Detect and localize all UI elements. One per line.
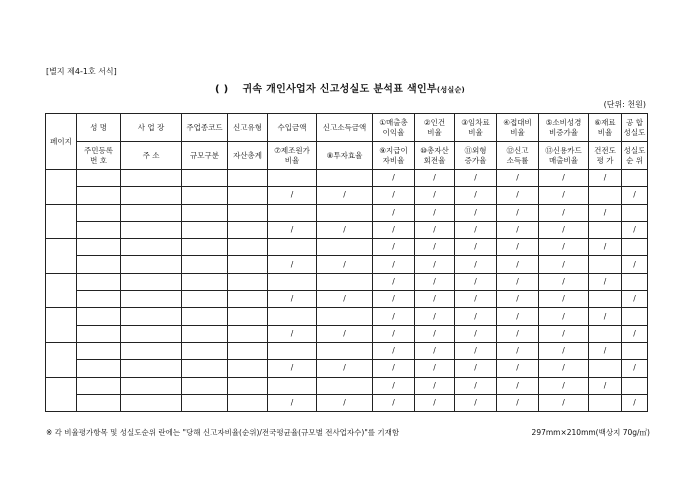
data-cell[interactable]: [77, 325, 121, 342]
data-cell[interactable]: [77, 170, 121, 187]
ratio-cell[interactable]: /: [373, 221, 415, 238]
table-row: [46, 291, 648, 308]
data-cell[interactable]: [228, 342, 268, 359]
header-row-2: [46, 142, 648, 170]
ratio-cell[interactable]: /: [497, 291, 539, 308]
data-cell[interactable]: [121, 308, 182, 325]
data-cell[interactable]: [317, 239, 373, 256]
data-cell[interactable]: [228, 377, 268, 394]
data-cell[interactable]: [622, 204, 648, 221]
data-cell[interactable]: [268, 342, 317, 359]
data-cell[interactable]: [317, 170, 373, 187]
ratio-cell[interactable]: /: [497, 187, 539, 204]
ratio-cell[interactable]: /: [589, 308, 622, 325]
ratio-cell[interactable]: /: [497, 360, 539, 377]
header-cell: ⑫신고 소득률: [497, 142, 539, 170]
table-row: [46, 187, 648, 204]
ratio-cell[interactable]: /: [622, 221, 648, 238]
data-cell[interactable]: [121, 394, 182, 411]
ratio-cell[interactable]: /: [539, 170, 589, 187]
table-row: [46, 204, 648, 221]
data-cell[interactable]: [317, 204, 373, 221]
ratio-cell[interactable]: /: [317, 325, 373, 342]
ratio-cell[interactable]: /: [373, 170, 415, 187]
ratio-cell[interactable]: /: [268, 325, 317, 342]
data-cell[interactable]: [268, 273, 317, 290]
ratio-cell[interactable]: /: [455, 221, 497, 238]
page-column-header: 페이지: [46, 114, 77, 170]
data-cell[interactable]: [228, 221, 268, 238]
page-cell[interactable]: [46, 342, 77, 377]
footnote: ※ 각 비율평가항목 및 성실도순위 란에는 "당해 신고자비율(순위)/전국평균율(규모별 전사업자수)"를 기재함: [46, 428, 400, 437]
ratio-cell[interactable]: /: [622, 291, 648, 308]
header-cell: 주 소: [121, 142, 182, 170]
data-cell[interactable]: [182, 256, 228, 273]
data-cell[interactable]: [268, 239, 317, 256]
header-cell: 규모구분: [182, 142, 228, 170]
page-cell[interactable]: [46, 204, 77, 239]
ratio-cell[interactable]: /: [317, 394, 373, 411]
data-cell[interactable]: [317, 377, 373, 394]
data-cell[interactable]: [121, 187, 182, 204]
ratio-cell[interactable]: /: [415, 394, 455, 411]
data-cell[interactable]: [589, 256, 622, 273]
ratio-cell[interactable]: /: [415, 239, 455, 256]
header-cell: ⑪외형 증가율: [455, 142, 497, 170]
data-cell[interactable]: [182, 291, 228, 308]
ratio-cell[interactable]: /: [415, 342, 455, 359]
ratio-cell[interactable]: /: [455, 291, 497, 308]
ratio-cell[interactable]: /: [539, 273, 589, 290]
ratio-cell[interactable]: /: [539, 342, 589, 359]
ratio-cell[interactable]: /: [415, 256, 455, 273]
data-cell[interactable]: [121, 239, 182, 256]
data-cell[interactable]: [121, 204, 182, 221]
ratio-cell[interactable]: /: [497, 170, 539, 187]
data-cell[interactable]: [622, 308, 648, 325]
page-cell[interactable]: [46, 308, 77, 343]
ratio-cell[interactable]: /: [455, 360, 497, 377]
header-cell: ⑧투자효율: [317, 142, 373, 170]
ratio-cell[interactable]: /: [415, 325, 455, 342]
header-cell: 성실도 순 위: [622, 142, 648, 170]
ratio-cell[interactable]: /: [373, 325, 415, 342]
data-cell[interactable]: [77, 204, 121, 221]
ratio-cell[interactable]: /: [622, 256, 648, 273]
title-main: 귀속 개인사업자 신고성실도 분석표 색인부: [242, 84, 437, 95]
ratio-cell[interactable]: /: [589, 342, 622, 359]
data-cell[interactable]: [77, 377, 121, 394]
data-cell[interactable]: [121, 273, 182, 290]
data-cell[interactable]: [77, 291, 121, 308]
data-cell[interactable]: [121, 342, 182, 359]
ratio-cell[interactable]: /: [622, 187, 648, 204]
ratio-cell[interactable]: /: [415, 377, 455, 394]
ratio-cell[interactable]: /: [317, 187, 373, 204]
ratio-cell[interactable]: /: [455, 170, 497, 187]
ratio-cell[interactable]: /: [539, 377, 589, 394]
data-cell[interactable]: [77, 221, 121, 238]
ratio-cell[interactable]: /: [415, 221, 455, 238]
ratio-cell[interactable]: /: [415, 204, 455, 221]
ratio-cell[interactable]: /: [539, 308, 589, 325]
ratio-cell[interactable]: /: [539, 221, 589, 238]
header-cell: ⑥재료 비율: [589, 114, 622, 142]
ratio-cell[interactable]: /: [539, 187, 589, 204]
data-cell[interactable]: [317, 342, 373, 359]
ratio-cell[interactable]: /: [268, 360, 317, 377]
table-row: [46, 342, 648, 359]
data-cell[interactable]: [228, 325, 268, 342]
data-cell[interactable]: [77, 239, 121, 256]
unit-label: (단위: 천원): [603, 100, 646, 109]
table-row: [46, 273, 648, 290]
header-cell: ⑤소비성경 비증가율: [539, 114, 589, 142]
ratio-cell[interactable]: /: [589, 377, 622, 394]
ratio-cell[interactable]: /: [455, 394, 497, 411]
data-cell[interactable]: [589, 221, 622, 238]
ratio-cell[interactable]: /: [455, 239, 497, 256]
data-cell[interactable]: [182, 187, 228, 204]
ratio-cell[interactable]: /: [622, 360, 648, 377]
ratio-cell[interactable]: /: [539, 204, 589, 221]
data-cell[interactable]: [182, 377, 228, 394]
data-cell[interactable]: [228, 394, 268, 411]
header-cell: 신고유형: [228, 114, 268, 142]
data-cell[interactable]: [589, 394, 622, 411]
table-row: [46, 256, 648, 273]
ratio-cell[interactable]: /: [455, 377, 497, 394]
data-cell[interactable]: [121, 256, 182, 273]
ratio-cell[interactable]: /: [455, 308, 497, 325]
table-row: [46, 239, 648, 256]
ratio-cell[interactable]: /: [539, 394, 589, 411]
data-cell[interactable]: [77, 308, 121, 325]
index-table: [45, 113, 648, 412]
ratio-cell[interactable]: /: [455, 256, 497, 273]
ratio-cell[interactable]: /: [539, 325, 589, 342]
data-cell[interactable]: [121, 170, 182, 187]
title-sub: (성실순): [436, 86, 466, 94]
header-row-1: [46, 114, 648, 142]
table-row: [46, 377, 648, 394]
data-cell[interactable]: [228, 187, 268, 204]
ratio-cell[interactable]: /: [317, 256, 373, 273]
ratio-cell[interactable]: /: [455, 187, 497, 204]
ratio-cell[interactable]: /: [373, 187, 415, 204]
ratio-cell[interactable]: /: [497, 239, 539, 256]
data-cell[interactable]: [268, 308, 317, 325]
header-cell: 성 명: [77, 114, 121, 142]
form-label: [별지 제4-1호 서식]: [46, 67, 117, 76]
ratio-cell[interactable]: /: [415, 291, 455, 308]
ratio-cell[interactable]: /: [455, 273, 497, 290]
data-cell[interactable]: [622, 170, 648, 187]
data-cell[interactable]: [121, 377, 182, 394]
data-cell[interactable]: [622, 377, 648, 394]
header-cell: ⑦제조원가 비율: [268, 142, 317, 170]
data-cell[interactable]: [182, 221, 228, 238]
ratio-cell[interactable]: /: [539, 239, 589, 256]
data-cell[interactable]: [228, 360, 268, 377]
data-cell[interactable]: [182, 360, 228, 377]
ratio-cell[interactable]: /: [268, 221, 317, 238]
data-cell[interactable]: [182, 204, 228, 221]
data-cell[interactable]: [121, 360, 182, 377]
data-cell[interactable]: [182, 325, 228, 342]
header-cell: 주민등록 번 호: [77, 142, 121, 170]
data-cell[interactable]: [228, 239, 268, 256]
ratio-cell[interactable]: /: [497, 221, 539, 238]
data-cell[interactable]: [77, 394, 121, 411]
ratio-cell[interactable]: /: [415, 187, 455, 204]
data-cell[interactable]: [182, 239, 228, 256]
data-cell[interactable]: [317, 308, 373, 325]
ratio-cell[interactable]: /: [268, 394, 317, 411]
header-cell: 자산총계: [228, 142, 268, 170]
data-cell[interactable]: [121, 221, 182, 238]
ratio-cell[interactable]: /: [317, 291, 373, 308]
ratio-cell[interactable]: /: [373, 342, 415, 359]
ratio-cell[interactable]: /: [622, 394, 648, 411]
ratio-cell[interactable]: /: [497, 204, 539, 221]
header-cell: ⑬신용카드 매출비율: [539, 142, 589, 170]
table-row: [46, 308, 648, 325]
table-row: [46, 325, 648, 342]
ratio-cell[interactable]: /: [497, 273, 539, 290]
data-cell[interactable]: [121, 291, 182, 308]
data-cell[interactable]: [77, 273, 121, 290]
data-cell[interactable]: [228, 170, 268, 187]
header-cell: ③임차료 비율: [455, 114, 497, 142]
header-cell: ⑨지급이 자비율: [373, 142, 415, 170]
data-cell[interactable]: [77, 360, 121, 377]
data-cell[interactable]: [228, 204, 268, 221]
data-cell[interactable]: [589, 291, 622, 308]
year-blank: ( ): [214, 84, 229, 95]
ratio-cell[interactable]: /: [317, 221, 373, 238]
ratio-cell[interactable]: /: [497, 394, 539, 411]
ratio-cell[interactable]: /: [455, 325, 497, 342]
header-cell: 공 합 성실도: [622, 114, 648, 142]
data-cell[interactable]: [228, 308, 268, 325]
data-cell[interactable]: [622, 342, 648, 359]
ratio-cell[interactable]: /: [539, 360, 589, 377]
header-cell: ④접대비 비율: [497, 114, 539, 142]
ratio-cell[interactable]: /: [373, 394, 415, 411]
ratio-cell[interactable]: /: [539, 256, 589, 273]
ratio-cell[interactable]: /: [455, 204, 497, 221]
ratio-cell[interactable]: /: [373, 308, 415, 325]
page-cell[interactable]: [46, 239, 77, 274]
ratio-cell[interactable]: /: [497, 377, 539, 394]
ratio-cell[interactable]: /: [317, 360, 373, 377]
header-cell: 주업종코드: [182, 114, 228, 142]
data-cell[interactable]: [182, 273, 228, 290]
ratio-cell[interactable]: /: [268, 187, 317, 204]
data-cell[interactable]: [182, 170, 228, 187]
data-cell[interactable]: [589, 187, 622, 204]
data-cell[interactable]: [182, 342, 228, 359]
table-row: [46, 170, 648, 187]
header-cell: 건전도 평 가: [589, 142, 622, 170]
page-cell[interactable]: [46, 170, 77, 205]
data-cell[interactable]: [77, 256, 121, 273]
data-cell[interactable]: [77, 187, 121, 204]
ratio-cell[interactable]: /: [373, 377, 415, 394]
ratio-cell[interactable]: /: [415, 273, 455, 290]
ratio-cell[interactable]: /: [373, 291, 415, 308]
ratio-cell[interactable]: /: [497, 308, 539, 325]
data-cell[interactable]: [268, 377, 317, 394]
data-cell[interactable]: [228, 256, 268, 273]
ratio-cell[interactable]: /: [589, 239, 622, 256]
data-cell[interactable]: [182, 394, 228, 411]
document-title: [0, 80, 680, 95]
data-cell[interactable]: [622, 273, 648, 290]
ratio-cell[interactable]: /: [539, 291, 589, 308]
ratio-cell[interactable]: /: [415, 170, 455, 187]
data-cell[interactable]: [268, 170, 317, 187]
header-cell: ⑩총자산 회전율: [415, 142, 455, 170]
data-cell[interactable]: [182, 308, 228, 325]
ratio-cell[interactable]: /: [415, 360, 455, 377]
data-cell[interactable]: [317, 273, 373, 290]
table-row: [46, 394, 648, 411]
paper-spec: 297mm×210mm(백상지 70g/㎡): [531, 428, 650, 437]
header-cell: 신고소득금액: [317, 114, 373, 142]
data-cell[interactable]: [589, 360, 622, 377]
ratio-cell[interactable]: /: [415, 308, 455, 325]
ratio-cell[interactable]: /: [373, 239, 415, 256]
table-row: [46, 221, 648, 238]
ratio-cell[interactable]: /: [589, 204, 622, 221]
data-cell[interactable]: [228, 273, 268, 290]
page-cell[interactable]: [46, 273, 77, 308]
ratio-cell[interactable]: /: [373, 360, 415, 377]
ratio-cell[interactable]: /: [455, 342, 497, 359]
ratio-cell[interactable]: /: [497, 325, 539, 342]
ratio-cell[interactable]: /: [373, 273, 415, 290]
ratio-cell[interactable]: /: [373, 204, 415, 221]
table-row: [46, 360, 648, 377]
ratio-cell[interactable]: /: [497, 342, 539, 359]
header-cell: ①매출총 이익율: [373, 114, 415, 142]
ratio-cell[interactable]: /: [589, 170, 622, 187]
data-cell[interactable]: [622, 239, 648, 256]
data-cell[interactable]: [77, 342, 121, 359]
data-cell[interactable]: [121, 325, 182, 342]
ratio-cell[interactable]: /: [497, 256, 539, 273]
ratio-cell[interactable]: /: [268, 256, 317, 273]
header-cell: ②인건 비율: [415, 114, 455, 142]
ratio-cell[interactable]: /: [268, 291, 317, 308]
data-cell[interactable]: [589, 325, 622, 342]
page-cell[interactable]: [46, 377, 77, 412]
data-cell[interactable]: [268, 204, 317, 221]
ratio-cell[interactable]: /: [373, 256, 415, 273]
ratio-cell[interactable]: /: [622, 325, 648, 342]
header-cell: 사 업 장: [121, 114, 182, 142]
header-cell: 수입금액: [268, 114, 317, 142]
ratio-cell[interactable]: /: [589, 273, 622, 290]
data-cell[interactable]: [228, 291, 268, 308]
